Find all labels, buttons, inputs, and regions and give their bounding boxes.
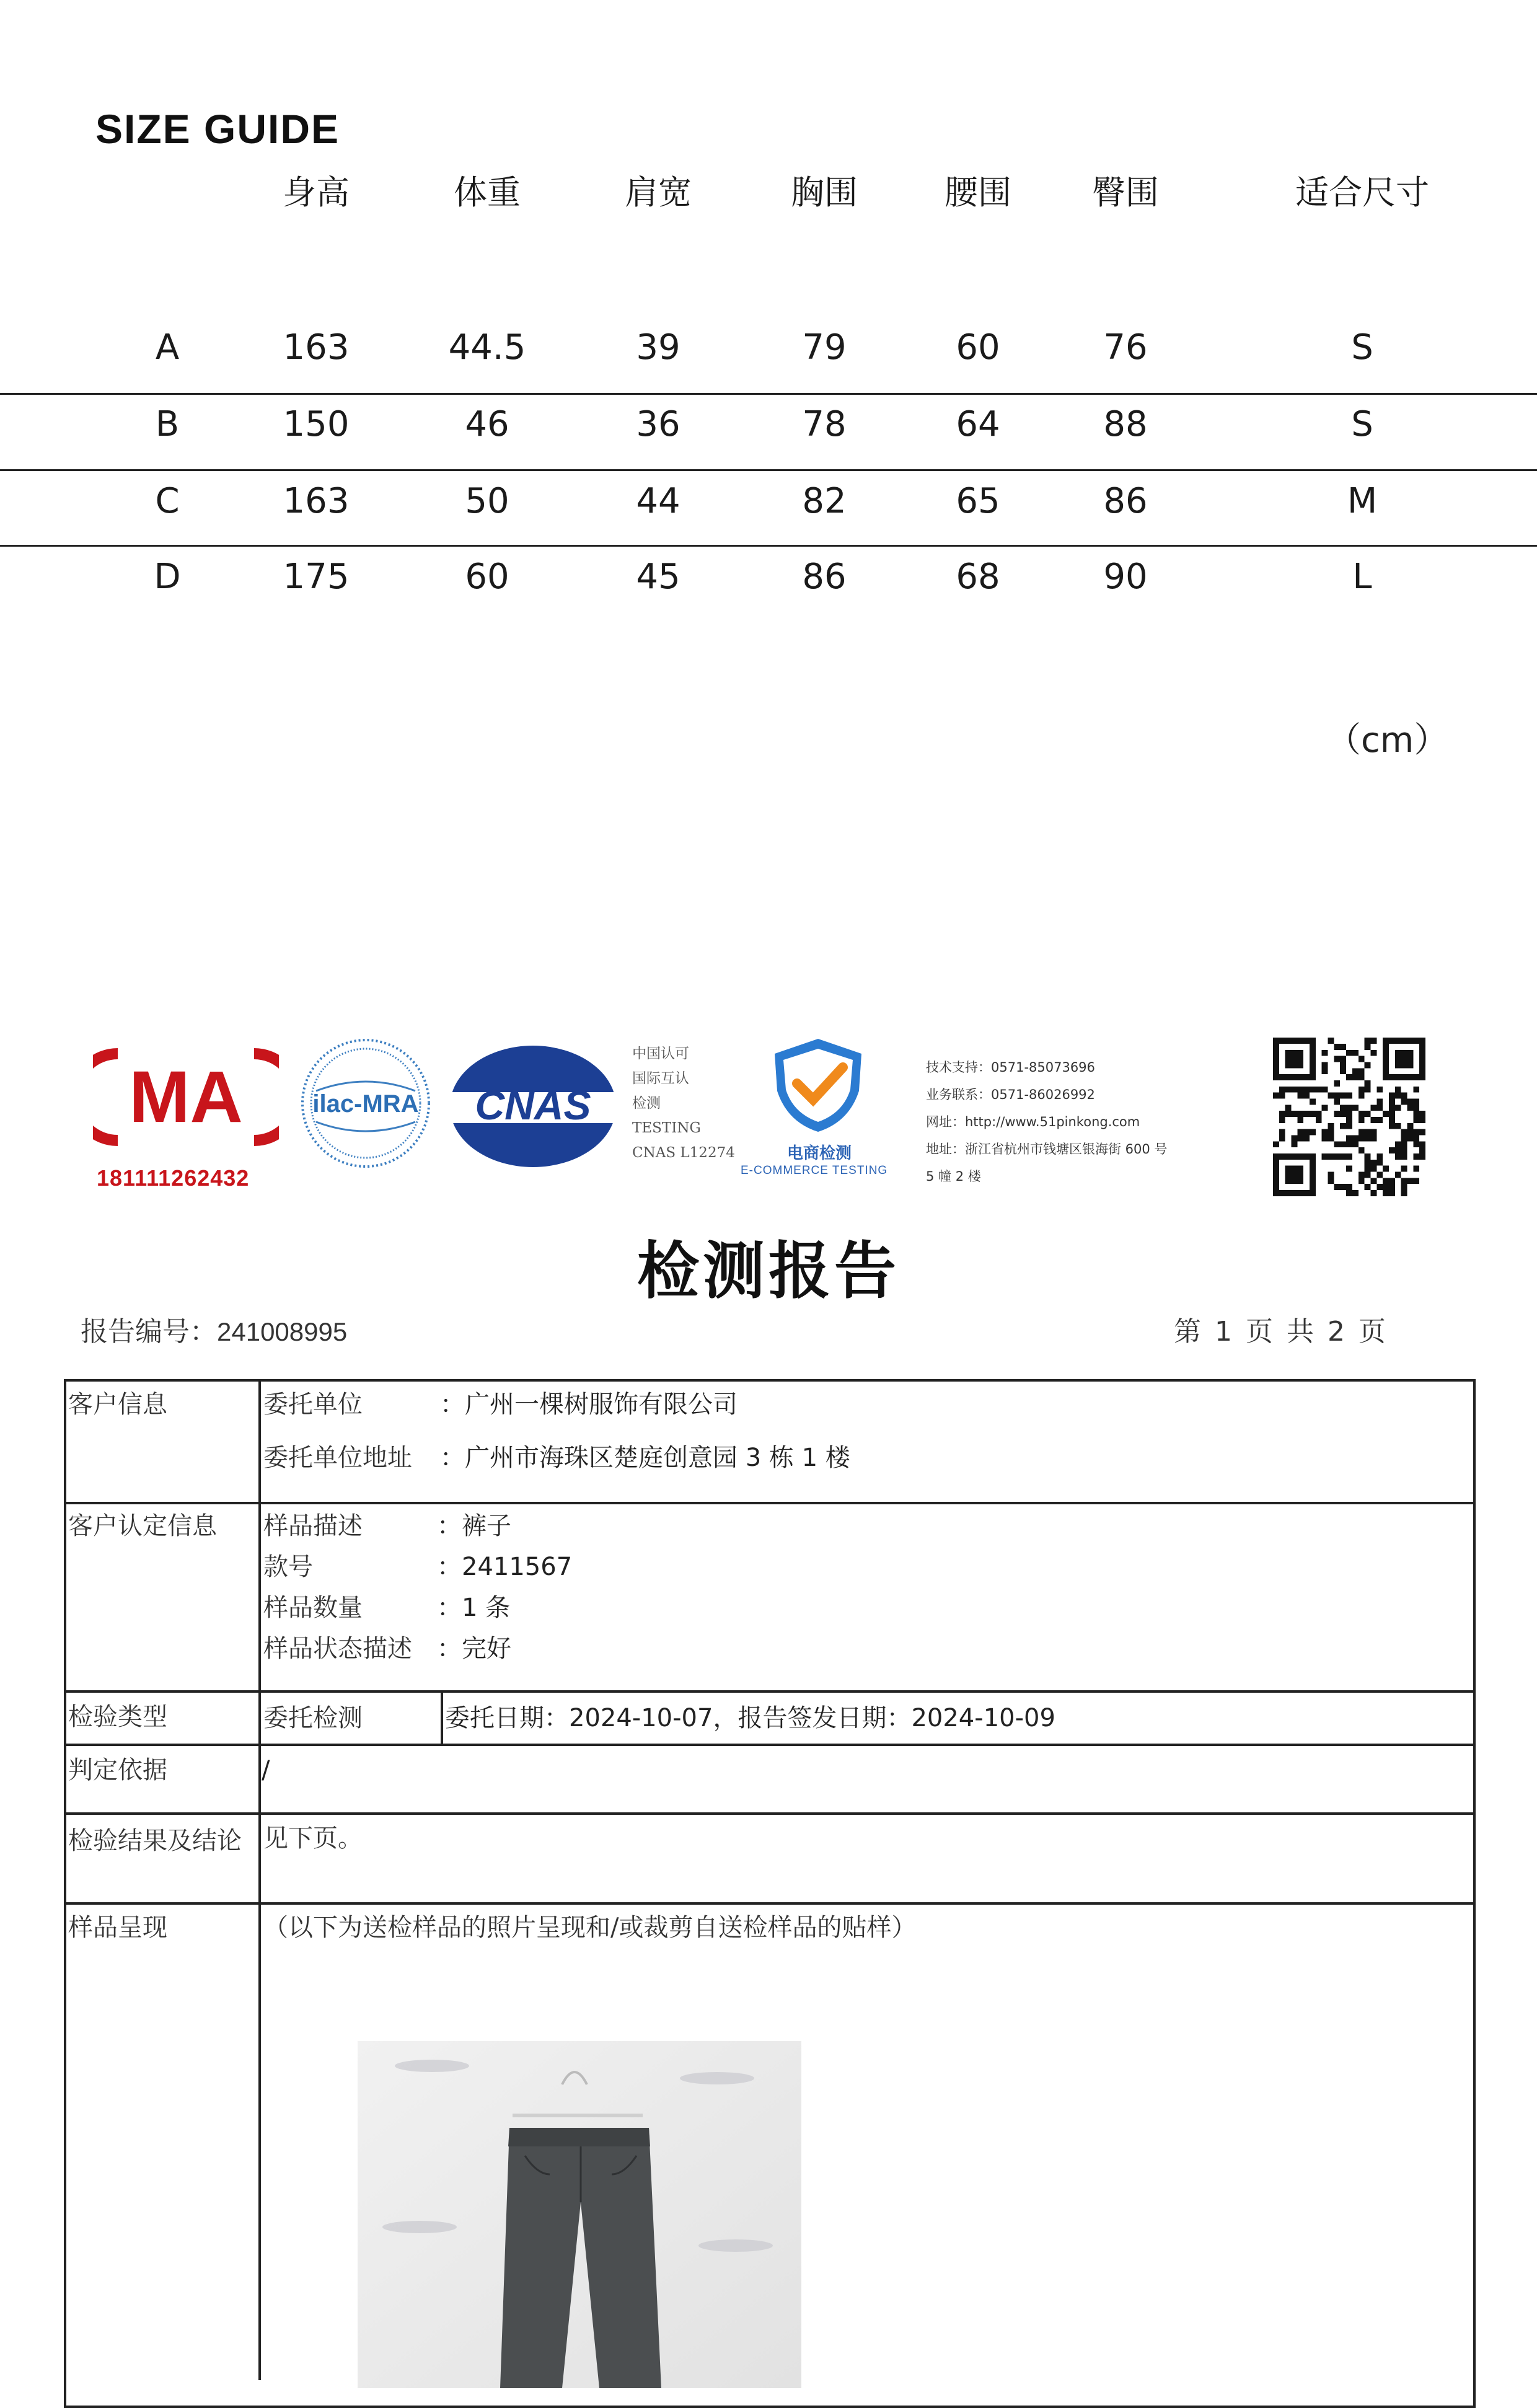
cnas-text: CNAS	[475, 1082, 591, 1128]
cell: 76	[1103, 327, 1148, 368]
table-rule	[64, 1902, 1476, 1905]
confirmed-info-label: 客户认定信息	[68, 1512, 217, 1540]
table-rule	[441, 1690, 443, 1745]
result-value: 见下页。	[263, 1824, 363, 1853]
cell: 60	[465, 557, 509, 597]
client-org-value: ：广州一棵树服饰有限公司	[440, 1390, 738, 1419]
table-rule	[258, 1379, 261, 2380]
cell: 68	[956, 557, 1000, 597]
report-number-value: 241008995	[217, 1317, 348, 1346]
cell: 82	[802, 481, 847, 521]
inspection-type-value: 委托检测	[263, 1704, 363, 1732]
sample-desc-label: 样品描述	[263, 1512, 363, 1540]
cnas-line: 国际互认	[632, 1070, 689, 1087]
cell: 65	[956, 481, 1000, 521]
col-fit-size: 适合尺寸	[1295, 173, 1429, 212]
row-model: C	[155, 481, 180, 521]
qr-code-icon[interactable]	[1273, 1038, 1425, 1196]
page-info: 第 1 页 共 2 页	[1174, 1316, 1388, 1347]
cell: 86	[802, 557, 847, 597]
contact-line: 地址：浙江省杭州市钱塘区银海街 600 号	[926, 1142, 1168, 1157]
cell: 46	[465, 404, 509, 444]
client-org-label: 委托单位	[263, 1390, 363, 1419]
cell: 175	[283, 557, 350, 597]
cell: 64	[956, 404, 1000, 444]
size-row-c	[0, 481, 1537, 543]
row-model: B	[155, 404, 180, 444]
sample-photo	[358, 2041, 801, 2388]
size-row-b	[0, 404, 1537, 466]
ilac-mra-logo	[297, 1035, 434, 1171]
cma-mark: MA	[129, 1056, 243, 1138]
style-no-label: 款号	[263, 1553, 313, 1581]
cnas-line: CNAS L12274	[632, 1145, 735, 1161]
sample-desc-value: ：裤子	[437, 1512, 511, 1540]
cell: 163	[283, 327, 350, 368]
sample-presentation-label: 样品呈现	[68, 1913, 167, 1942]
cell: 45	[636, 557, 680, 597]
ilac-text: ilac-MRA	[312, 1090, 419, 1118]
sample-qty-label: 样品数量	[263, 1594, 363, 1622]
unit-label: （cm）	[1326, 720, 1449, 761]
ecommerce-en: E-COMMERCE TESTING	[741, 1164, 888, 1177]
client-addr-value: ：广州市海珠区楚庭创意园 3 栋 1 楼	[440, 1444, 850, 1472]
sample-presentation-note: （以下为送检样品的照片呈现和/或裁剪自送检样品的贴样）	[263, 1913, 917, 1942]
cell: S	[1351, 404, 1373, 444]
report-title: 检测报告	[637, 1234, 900, 1307]
report-number	[81, 1309, 347, 1349]
cell: 90	[1103, 557, 1148, 597]
style-no-value: ：2411567	[437, 1553, 573, 1581]
cnas-logo	[446, 1041, 620, 1171]
cell: 60	[956, 327, 1000, 368]
sample-qty-value: ：1 条	[437, 1594, 511, 1622]
cell: 163	[283, 481, 350, 521]
sample-state-label: 样品状态描述	[263, 1634, 412, 1663]
row-model: A	[155, 327, 180, 368]
basis-value: /	[262, 1756, 270, 1784]
col-hip: 臀围	[1092, 173, 1159, 212]
cell: 150	[283, 404, 350, 444]
cell: 78	[802, 404, 847, 444]
col-waist: 腰围	[945, 173, 1011, 212]
col-weight: 体重	[454, 173, 521, 212]
basis-label: 判定依据	[68, 1756, 167, 1784]
inspection-type-label: 检验类型	[68, 1703, 167, 1731]
cell: 88	[1103, 404, 1148, 444]
row-divider	[0, 545, 1537, 547]
ecommerce-shield-icon	[756, 1035, 880, 1134]
cell: L	[1352, 557, 1372, 597]
table-rule	[64, 1812, 1476, 1815]
cnas-line: TESTING	[632, 1120, 701, 1136]
cell: 44	[636, 481, 680, 521]
sample-state-value: ：完好	[437, 1634, 511, 1663]
size-row-a	[0, 327, 1537, 389]
cell: 79	[802, 327, 847, 368]
cma-number: 181111262432	[97, 1165, 250, 1191]
cnas-caption	[632, 1041, 735, 1165]
contact-line: 网址：http://www.51pinkong.com	[926, 1114, 1140, 1129]
size-table-header	[0, 160, 1537, 222]
inspection-dates: 委托日期：2024-10-07，报告签发日期：2024-10-09	[445, 1704, 1055, 1732]
col-chest: 胸围	[791, 173, 858, 212]
table-rule	[64, 1690, 1476, 1693]
table-rule	[64, 1744, 1476, 1746]
contact-info	[926, 1054, 1167, 1190]
row-divider	[0, 469, 1537, 471]
contact-line: 5 幢 2 楼	[926, 1169, 981, 1184]
contact-line: 技术支持：0571-85073696	[926, 1060, 1095, 1075]
cell: 39	[636, 327, 680, 368]
contact-line: 业务联系：0571-86026992	[926, 1087, 1095, 1102]
size-row-d	[0, 557, 1537, 619]
size-guide-title: SIZE GUIDE	[95, 106, 340, 152]
result-label: 检验结果及结论	[68, 1827, 242, 1855]
cell: 36	[636, 404, 680, 444]
table-rule	[64, 1502, 1476, 1504]
client-addr-label: 委托单位地址	[263, 1444, 412, 1472]
report-number-label: 报告编号：	[81, 1316, 217, 1347]
cell: 44.5	[448, 327, 526, 368]
cell: 50	[465, 481, 509, 521]
col-height: 身高	[283, 173, 350, 212]
cma-logo	[93, 1047, 279, 1147]
cell: M	[1347, 481, 1378, 521]
row-divider	[0, 393, 1537, 395]
cnas-line: 中国认可	[632, 1046, 689, 1062]
cell: 86	[1103, 481, 1148, 521]
cnas-line: 检测	[632, 1095, 661, 1111]
row-model: D	[154, 557, 181, 597]
client-info-label: 客户信息	[68, 1390, 167, 1419]
ecommerce-cn: 电商检测	[786, 1144, 852, 1163]
col-shoulder: 肩宽	[625, 173, 692, 212]
cell: S	[1351, 327, 1373, 368]
